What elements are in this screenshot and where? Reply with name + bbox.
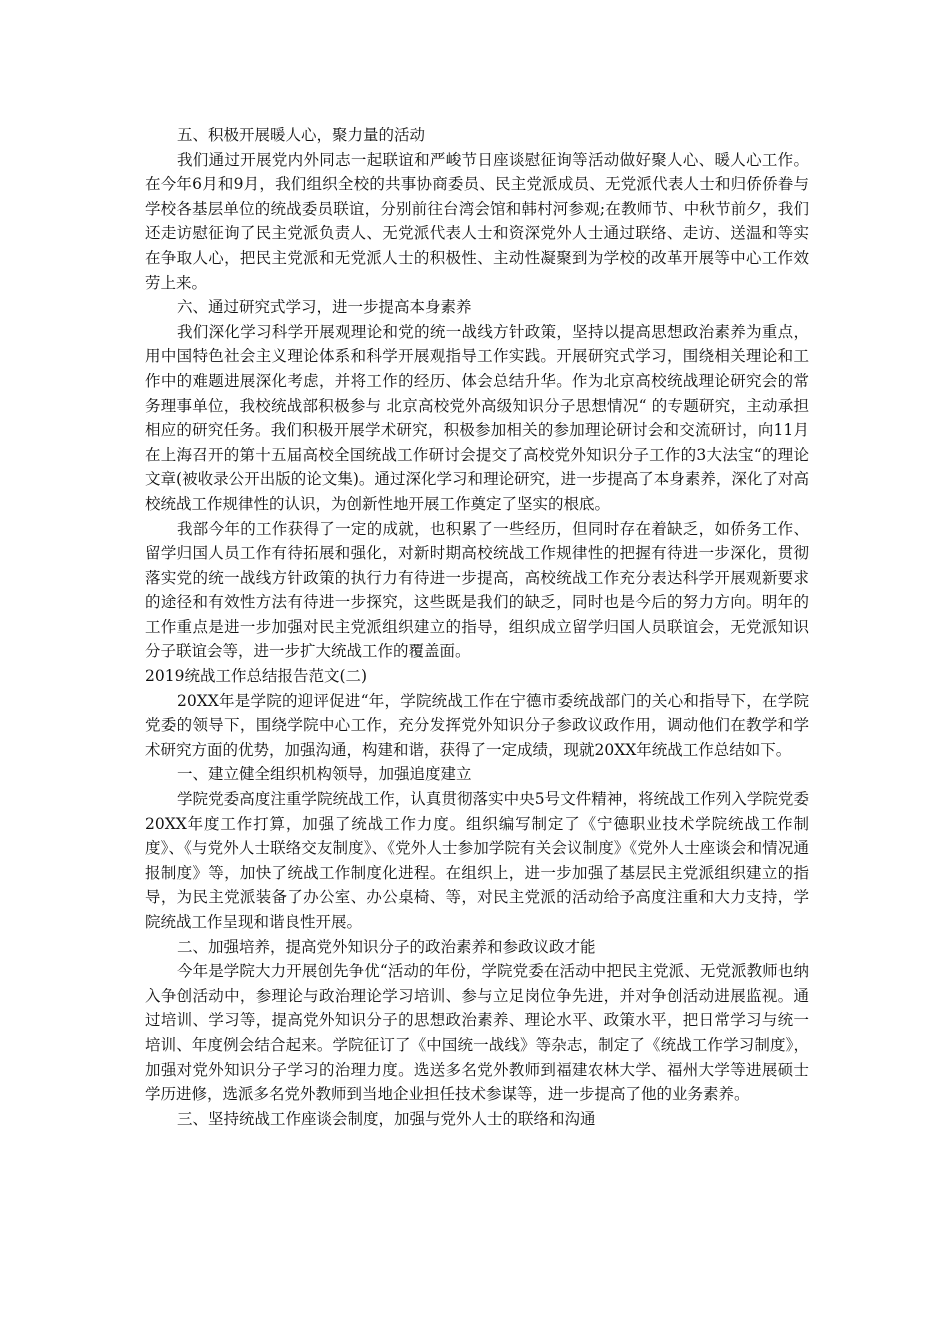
body-paragraph: 我们通过开展党内外同志一起联谊和严峻节日座谈慰征询等活动做好聚人心、暖人心工作。在今年6月和9月，我们组织全校的共事协商委员、民主党派成员、无党派代表人士和归侨侨眷与学校各基层单位的统战委员联谊，分别前往台湾会馆和韩村河参观;在教师节、中秋节前夕，我们还走访慰征询了民主党派负责人、无党派代表人士和资深党外人士通过联络、走访、送温和等实在争取人心，把民主党派和无党派人士的积极性、主动性凝聚到为学校的改革开展等中心工作效劳上来。: [145, 150, 809, 292]
body-paragraph: 今年是学院大力开展创先争优“活动的年份，学院党委在活动中把民主党派、无党派教师也纳入争创活动中，参理论与政治理论学习培训、参与立足岗位争先进，并对争创活动进展监视。通过培训、学习等，提高党外知识分子的思想政治素养、理论水平、政策水平，把日常学习与统一培训、年度例会结合起来。学院征订了《中国统一战线》等杂志，制定了《统战工作学习制度》，加强对党外知识分子学习的治理力度。选送多名党外教师到福建农林大学、福州大学等进展硕士学历进修，选派多名党外教师到当地企业担任技术参谋等，进一步提高了他的业务素养。: [145, 962, 809, 1104]
body-paragraph: 我们深化学习科学开展观理论和党的统一战线方针政策，坚持以提高思想政治素养为重点，用中国特色社会主义理论体系和科学开展观指导工作实践。开展研究式学习，围绕相关理论和工作中的难题进展深化考虑，并将工作的经历、体会总结升华。作为北京高校统战理论研究会的常务理事单位，我校统战部积极参与 北京高校党外高级知识分子思想情况“ 的专题研究，主动承担相应的研究任务。我们积极开展学术研究，积极参加相关的参加理论研讨会和交流研讨，向11月在上海召开的第十五届高校全国统战工作研讨会提交了高校党外知识分子工作的3大法宝“的理论文章(被收录公开出版的论文集)。通过深化学习和理论研究，进一步提高了本身素养，深化了对高校统战工作规律性的认识，为创新性地开展工作奠定了坚实的根底。: [145, 322, 809, 513]
section-heading-2: 二、加强培养，提高党外知识分子的政治素养和参政议政才能: [177, 937, 596, 956]
body-paragraph: 学院党委高度注重学院统战工作，认真贯彻落实中央5号文件精神，将统战工作列入学院党委20XX年度工作打算，加强了统战工作力度。组织编写制定了《宁德职业技术学院统战工作制度》、《与党外人士联络交友制度》、《党外人士参加学院有关会议制度》《党外人士座谈会和情况通报制度》等，加快了统战工作制度化进程。在组织上，进一步加强了基层民主党派组织建立的指导，为民主党派装备了办公室、办公桌椅、等，对民主党派的活动给予高度注重和大力支持，学院统战工作呈现和谐良性开展。: [145, 790, 809, 931]
section-heading-5: 五、积极开展暖人心，聚力量的活动: [177, 126, 426, 144]
body-paragraph: 我部今年的工作获得了一定的成就，也积累了一些经历，但同时存在着缺乏，如侨务工作、留学归国人员工作有待拓展和强化，对新时期高校统战工作规律性的把握有待进一步深化，贯彻落实党的统一战线方针政策的执行力有待进一步提高，高校统战工作充分表达科学开展观新要求的途径和有效性方法有待进一步探究，这些既是我们的缺乏，同时也是今后的努力方向。明年的工作重点是进一步加强对民主党派组织建立的指导，组织成立留学归国人员联谊会，无党派知识分子联谊会等，进一步扩大统战工作的覆盖面。: [145, 519, 809, 661]
section-heading-1: 一、建立健全组织机构领导，加强追度建立: [177, 765, 472, 784]
report-title: 2019统战工作总结报告范文(二): [145, 667, 368, 686]
document-page: [145, 123, 809, 1131]
section-heading-3: 三、坚持统战工作座谈会制度，加强与党外人士的联络和沟通: [177, 1109, 596, 1128]
section-heading-6: 六、通过研究式学习，进一步提高本身素养: [177, 298, 472, 317]
body-paragraph: 20XX年是学院的迎评促进“年，学院统战工作在宁德市委统战部门的关心和指导下，在学院党委的领导下，围绕学院中心工作，充分发挥党外知识分子参政议政作用，调动他们在教学和学术研究方面的优势，加强沟通，构建和谐，获得了一定成绩，现就20XX年统战工作总结如下。: [145, 691, 809, 759]
